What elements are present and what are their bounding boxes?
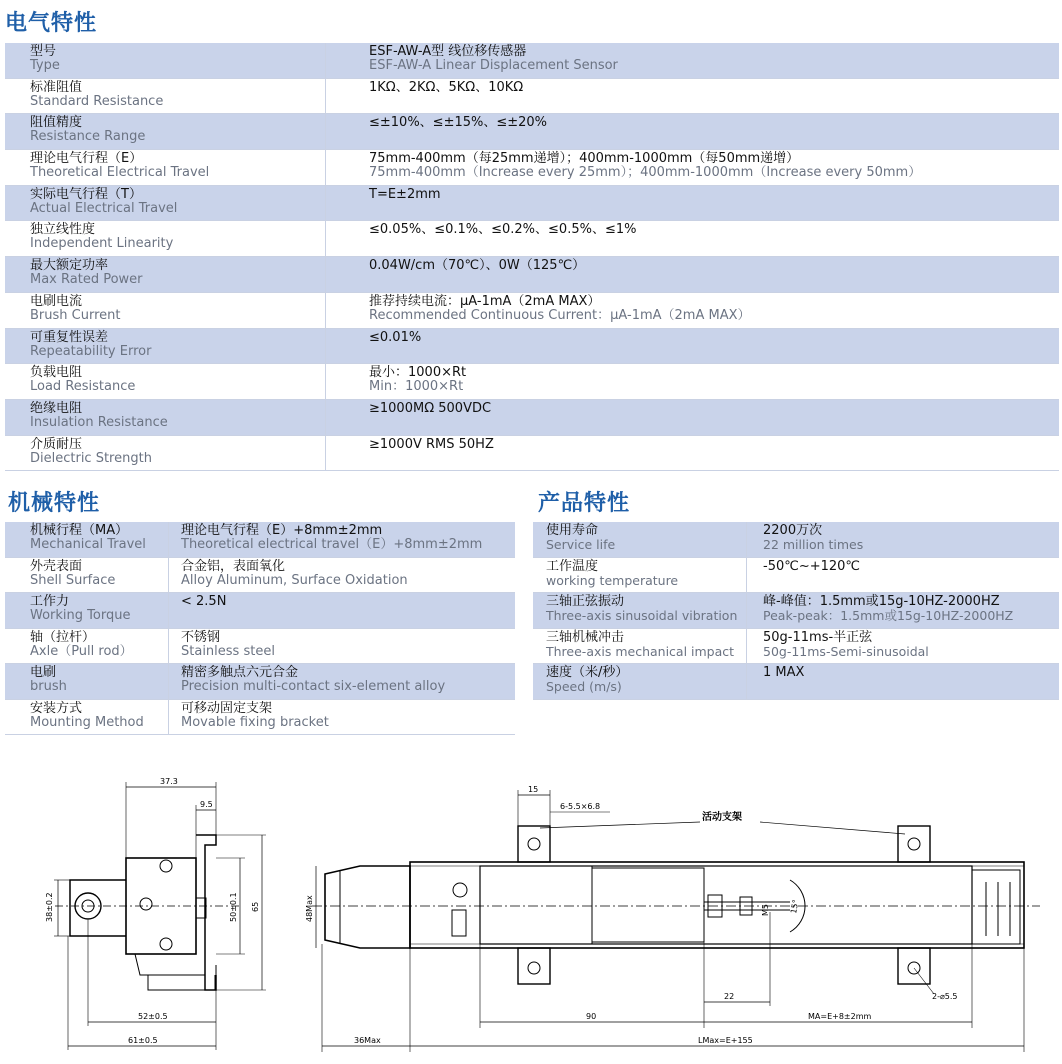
technical-drawing [0,770,1062,1064]
electrical-key-cell [5,185,326,221]
end-view-screw-top [160,860,172,872]
electrical-value-cell [326,399,1060,435]
spec-value-cn: T=E±2mm [369,186,441,202]
electrical-row [5,292,1059,328]
bracket-leader-right [760,822,905,834]
spec-value-en: ESF-AW-A Linear Displacement Sensor [369,58,618,73]
electrical-value-cell [326,364,1060,400]
electrical-row [5,43,1059,78]
spec-value-cn: 1KΩ、2KΩ、5KΩ、10KΩ [369,79,524,95]
spec-value-cn: ESF-AW-A型 线位移传感器 [369,44,527,59]
spec-label-cn: 绝缘电阻 [30,400,83,416]
mechanical-value-cell [169,557,516,593]
electrical-value-cell [326,185,1060,221]
spec-label-en: Independent Linearity [30,236,174,252]
end-view-logo-mark [140,898,152,910]
spec-label-en: Working Torque [30,608,131,623]
dim-text-90: 90 [586,1012,597,1021]
mechanical-key-cell [5,522,169,557]
spec-value-en: Movable fixing bracket [181,714,329,730]
electrical-value-cell [326,328,1060,364]
end-view-connector [135,954,205,975]
spec-label-en: Three-axis sinusoidal vibration [546,608,738,623]
side-view-cutaway [480,866,972,944]
electrical-value-cell [326,257,1060,293]
mechanical-key-cell [5,593,169,629]
spec-value-cn: 0.04W/cm（70℃）、0W（125℃） [369,258,586,274]
spec-value-en: 50g-11ms-Semi-sinusoidal [763,643,929,659]
product-value-cell [747,593,1060,629]
spec-label-en: Insulation Resistance [30,414,168,430]
spec-value-en: Theoretical electrical travel（E）+8mm±2mm [181,537,483,552]
spec-label-en: Brush Current [30,307,121,323]
mechanical-spec-table [5,522,515,735]
electrical-row [5,150,1059,186]
spec-label-cn: 独立线性度 [30,222,96,238]
bracket-bottom-left [518,948,550,984]
product-row [533,664,1059,700]
bracket-top-right-hole [908,838,920,850]
spec-label-cn: 负载电阻 [30,365,83,381]
spec-label-en: Dielectric Strength [30,450,152,466]
mechanical-key-cell [5,628,169,664]
spec-value-cn: 合金铝，表面氧化 [181,558,286,574]
spec-value-cn: 2200万次 [763,523,823,538]
bracket-top-left [518,826,550,862]
product-row [533,522,1059,557]
electrical-key-cell [5,328,326,364]
product-value-cell [747,522,1060,557]
electrical-key-cell [5,114,326,150]
product-key-cell [533,522,747,557]
product-rows [533,522,1059,699]
spec-value-cn: < 2.5N [181,594,227,609]
electrical-key-cell [5,257,326,293]
mechanical-row [5,699,515,735]
side-view-label-circuit [452,910,466,936]
electrical-key-cell [5,435,326,471]
side-view-resistor [592,868,704,942]
spec-label-en: Repeatability Error [30,343,152,359]
spec-label-en: Resistance Range [30,129,146,145]
electrical-value-cell [326,78,1060,114]
product-title: 产品特性 [538,491,631,516]
electrical-value-cell [326,114,1060,150]
product-key-cell [533,628,747,664]
spec-label-en: Mechanical Travel [30,537,146,552]
product-value-cell [747,628,1060,664]
electrical-value-cell [326,292,1060,328]
spec-label-cn: 轴（拉杆） [30,629,96,645]
spec-label-en: Shell Surface [30,572,116,588]
mechanical-row [5,628,515,664]
mechanical-key-cell [5,557,169,593]
electrical-value-cell [326,435,1060,471]
product-key-cell [533,593,747,629]
spec-label-en: Standard Resistance [30,93,164,109]
end-view-screw-bottom [160,938,172,950]
electrical-value-cell [326,221,1060,257]
bracket-label: 活动支架 [702,812,742,823]
dim-text-22: 22 [724,992,735,1001]
spec-label-en: Speed (m/s) [546,679,622,694]
side-view-end-cap [972,870,1020,944]
mechanical-row [5,522,515,557]
mechanical-value-cell [169,522,516,557]
spec-label-cn: 电刷电流 [30,293,83,309]
electrical-row [5,78,1059,114]
end-view [45,777,266,1050]
side-view [305,785,1040,1052]
mechanical-value-cell [169,593,516,629]
spec-label-en: brush [30,679,67,694]
product-value-cell [747,557,1060,593]
dim-text-lmax: LMax=E+155 [698,1036,753,1045]
dim-text-50: 50±0.1 [229,892,238,922]
mechanical-title: 机械特性 [8,491,101,516]
spec-value-cn: 可移动固定支架 [181,700,273,716]
spec-label-cn: 工作力 [30,594,70,609]
electrical-row [5,221,1059,257]
spec-label-cn: 三轴机械冲击 [546,629,625,645]
mechanical-rows [5,522,515,735]
bracket-bottom-left-hole [528,962,540,974]
spec-label-cn: 速度（米/秒） [546,665,629,680]
electrical-key-cell [5,399,326,435]
spec-label-cn: 阻值精度 [30,115,83,131]
spec-label-cn: 安装方式 [30,700,83,716]
spec-value-cn: 推荐持续电流：μA-1mA（2mA MAX） [369,293,601,309]
bracket-top-right [898,826,930,862]
spec-value-en: Peak-peak：1.5mm或15g-10HZ-2000HZ [763,608,1014,623]
product-row [533,593,1059,629]
product-row [533,628,1059,664]
spec-label-cn: 三轴正弦振动 [546,594,625,609]
spec-value-cn: -50℃~+120℃ [763,558,861,574]
side-view-body [410,862,1024,948]
spec-label-cn: 使用寿命 [546,523,599,538]
spec-value-cn: ≤0.05%、≤0.1%、≤0.2%、≤0.5%、≤1% [369,222,637,238]
spec-value-cn: ≤±10%、≤±15%、≤±20% [369,115,548,131]
spec-value-cn: ≤0.01% [369,329,422,345]
mechanical-value-cell [169,699,516,735]
electrical-row [5,364,1059,400]
spec-label-cn: 标准阻值 [30,79,83,95]
spec-label-en: working temperature [546,572,679,588]
dim-text-52: 52±0.5 [138,1012,168,1021]
spec-value-cn: 50g-11ms-半正弦 [763,629,873,645]
spec-label-en: Type [30,58,60,73]
electrical-key-cell [5,43,326,78]
spec-label-cn: 电刷 [30,665,57,680]
dim-text-hole: 2-⌀5.5 [932,992,958,1001]
spec-label-en: Service life [546,537,616,552]
dim-text-ma: MA=E+8±2mm [808,1012,872,1021]
electrical-row [5,185,1059,221]
spec-label-en: Max Rated Power [30,272,143,288]
spec-label-cn: 介质耐压 [30,436,83,452]
spec-value-cn: 理论电气行程（E）+8mm±2mm [181,523,383,538]
spec-label-en: Axle（Pull rod） [30,643,133,659]
product-key-cell [533,557,747,593]
spec-label-en: Three-axis mechanical impact [546,643,735,659]
bracket-bottom-right [898,948,930,984]
mechanical-value-cell [169,664,516,700]
spec-value-cn: ≥1000MΩ 500VDC [369,400,492,416]
spec-value-en: Stainless steel [181,643,275,659]
spec-label-cn: 机械行程（MA） [30,523,129,538]
spec-value-cn: 精密多触点六元合金 [181,665,299,680]
spec-value-en: Alloy Aluminum, Surface Oxidation [181,572,408,588]
product-row [533,557,1059,593]
mechanical-row [5,664,515,700]
spec-label-cn: 型号 [30,44,57,59]
spec-label-cn: 外壳表面 [30,558,83,574]
electrical-row [5,435,1059,471]
electrical-value-cell [326,43,1060,78]
spec-value-cn: 峰-峰值：1.5mm或15g-10HZ-2000HZ [763,594,1000,609]
dim-text-9-5: 9.5 [200,800,213,809]
electrical-title: 电气特性 [5,11,98,36]
mechanical-row [5,557,515,593]
mechanical-row [5,593,515,629]
mechanical-value-cell [169,628,516,664]
product-key-cell [533,664,747,700]
spec-label-cn: 工作温度 [546,558,599,574]
dim-text-48max: 48Max [305,895,314,922]
dim-text-15: 15 [528,785,539,794]
electrical-value-cell [326,150,1060,186]
spec-value-cn: 1 MAX [763,665,805,680]
electrical-key-cell [5,292,326,328]
electrical-key-cell [5,221,326,257]
spec-value-en: 22 million times [763,537,864,552]
spec-value-en: Precision multi-contact six-element alloy [181,679,446,694]
electrical-row [5,399,1059,435]
product-value-cell [747,664,1060,700]
spec-value-en: Min：1000×Rt [369,379,464,395]
electrical-row [5,328,1059,364]
electrical-rows [5,43,1059,471]
dim-text-37-3: 37.3 [160,777,178,786]
spec-label-en: Actual Electrical Travel [30,200,178,216]
bracket-top-left-hole [528,838,540,850]
hole-leader [914,968,934,994]
dim-text-slot: 6-5.5×6.8 [560,802,601,811]
dim-text-61: 61±0.5 [128,1036,158,1045]
spec-value-cn: 不锈钢 [181,629,221,645]
spec-label-en: Load Resistance [30,379,136,395]
dim-text-m5: M5 [761,904,770,916]
spec-label-en: Theoretical Electrical Travel [30,165,210,181]
dim-text-65: 65 [251,901,260,912]
spec-label-cn: 可重复性误差 [30,329,109,345]
side-view-label-logo [453,883,467,897]
spec-label-cn: 理论电气行程（E） [30,151,143,167]
electrical-row [5,257,1059,293]
electrical-spec-table [5,43,1059,471]
dim-text-36max: 36Max [354,1036,381,1045]
spec-value-en: Recommended Continuous Current：μA-1mA（2mA MAX） [369,307,751,323]
spec-label-cn: 实际电气行程（T） [30,186,142,202]
electrical-key-cell [5,150,326,186]
side-view-connector [325,866,410,948]
product-spec-table [533,522,1059,700]
electrical-row [5,114,1059,150]
electrical-key-cell [5,78,326,114]
bracket-leader-left [540,822,700,828]
dim-text-38: 38±0.2 [45,892,54,922]
spec-value-cn: ≥1000V RMS 50HZ [369,436,494,452]
spec-label-cn: 最大额定功率 [30,258,109,274]
electrical-key-cell [5,364,326,400]
spec-label-en: Mounting Method [30,714,144,730]
end-view-boss [70,880,126,936]
dim-text-15-deg: 15° [789,898,801,915]
mechanical-key-cell [5,699,169,735]
spec-value-cn: 最小：1000×Rt [369,365,467,381]
spec-value-en: 75mm-400mm（Increase every 25mm）；400mm-1000mm（Increase every 50mm） [369,165,922,181]
spec-value-cn: 75mm-400mm（每25mm递增）；400mm-1000mm（每50mm递增） [369,151,800,167]
mechanical-key-cell [5,664,169,700]
